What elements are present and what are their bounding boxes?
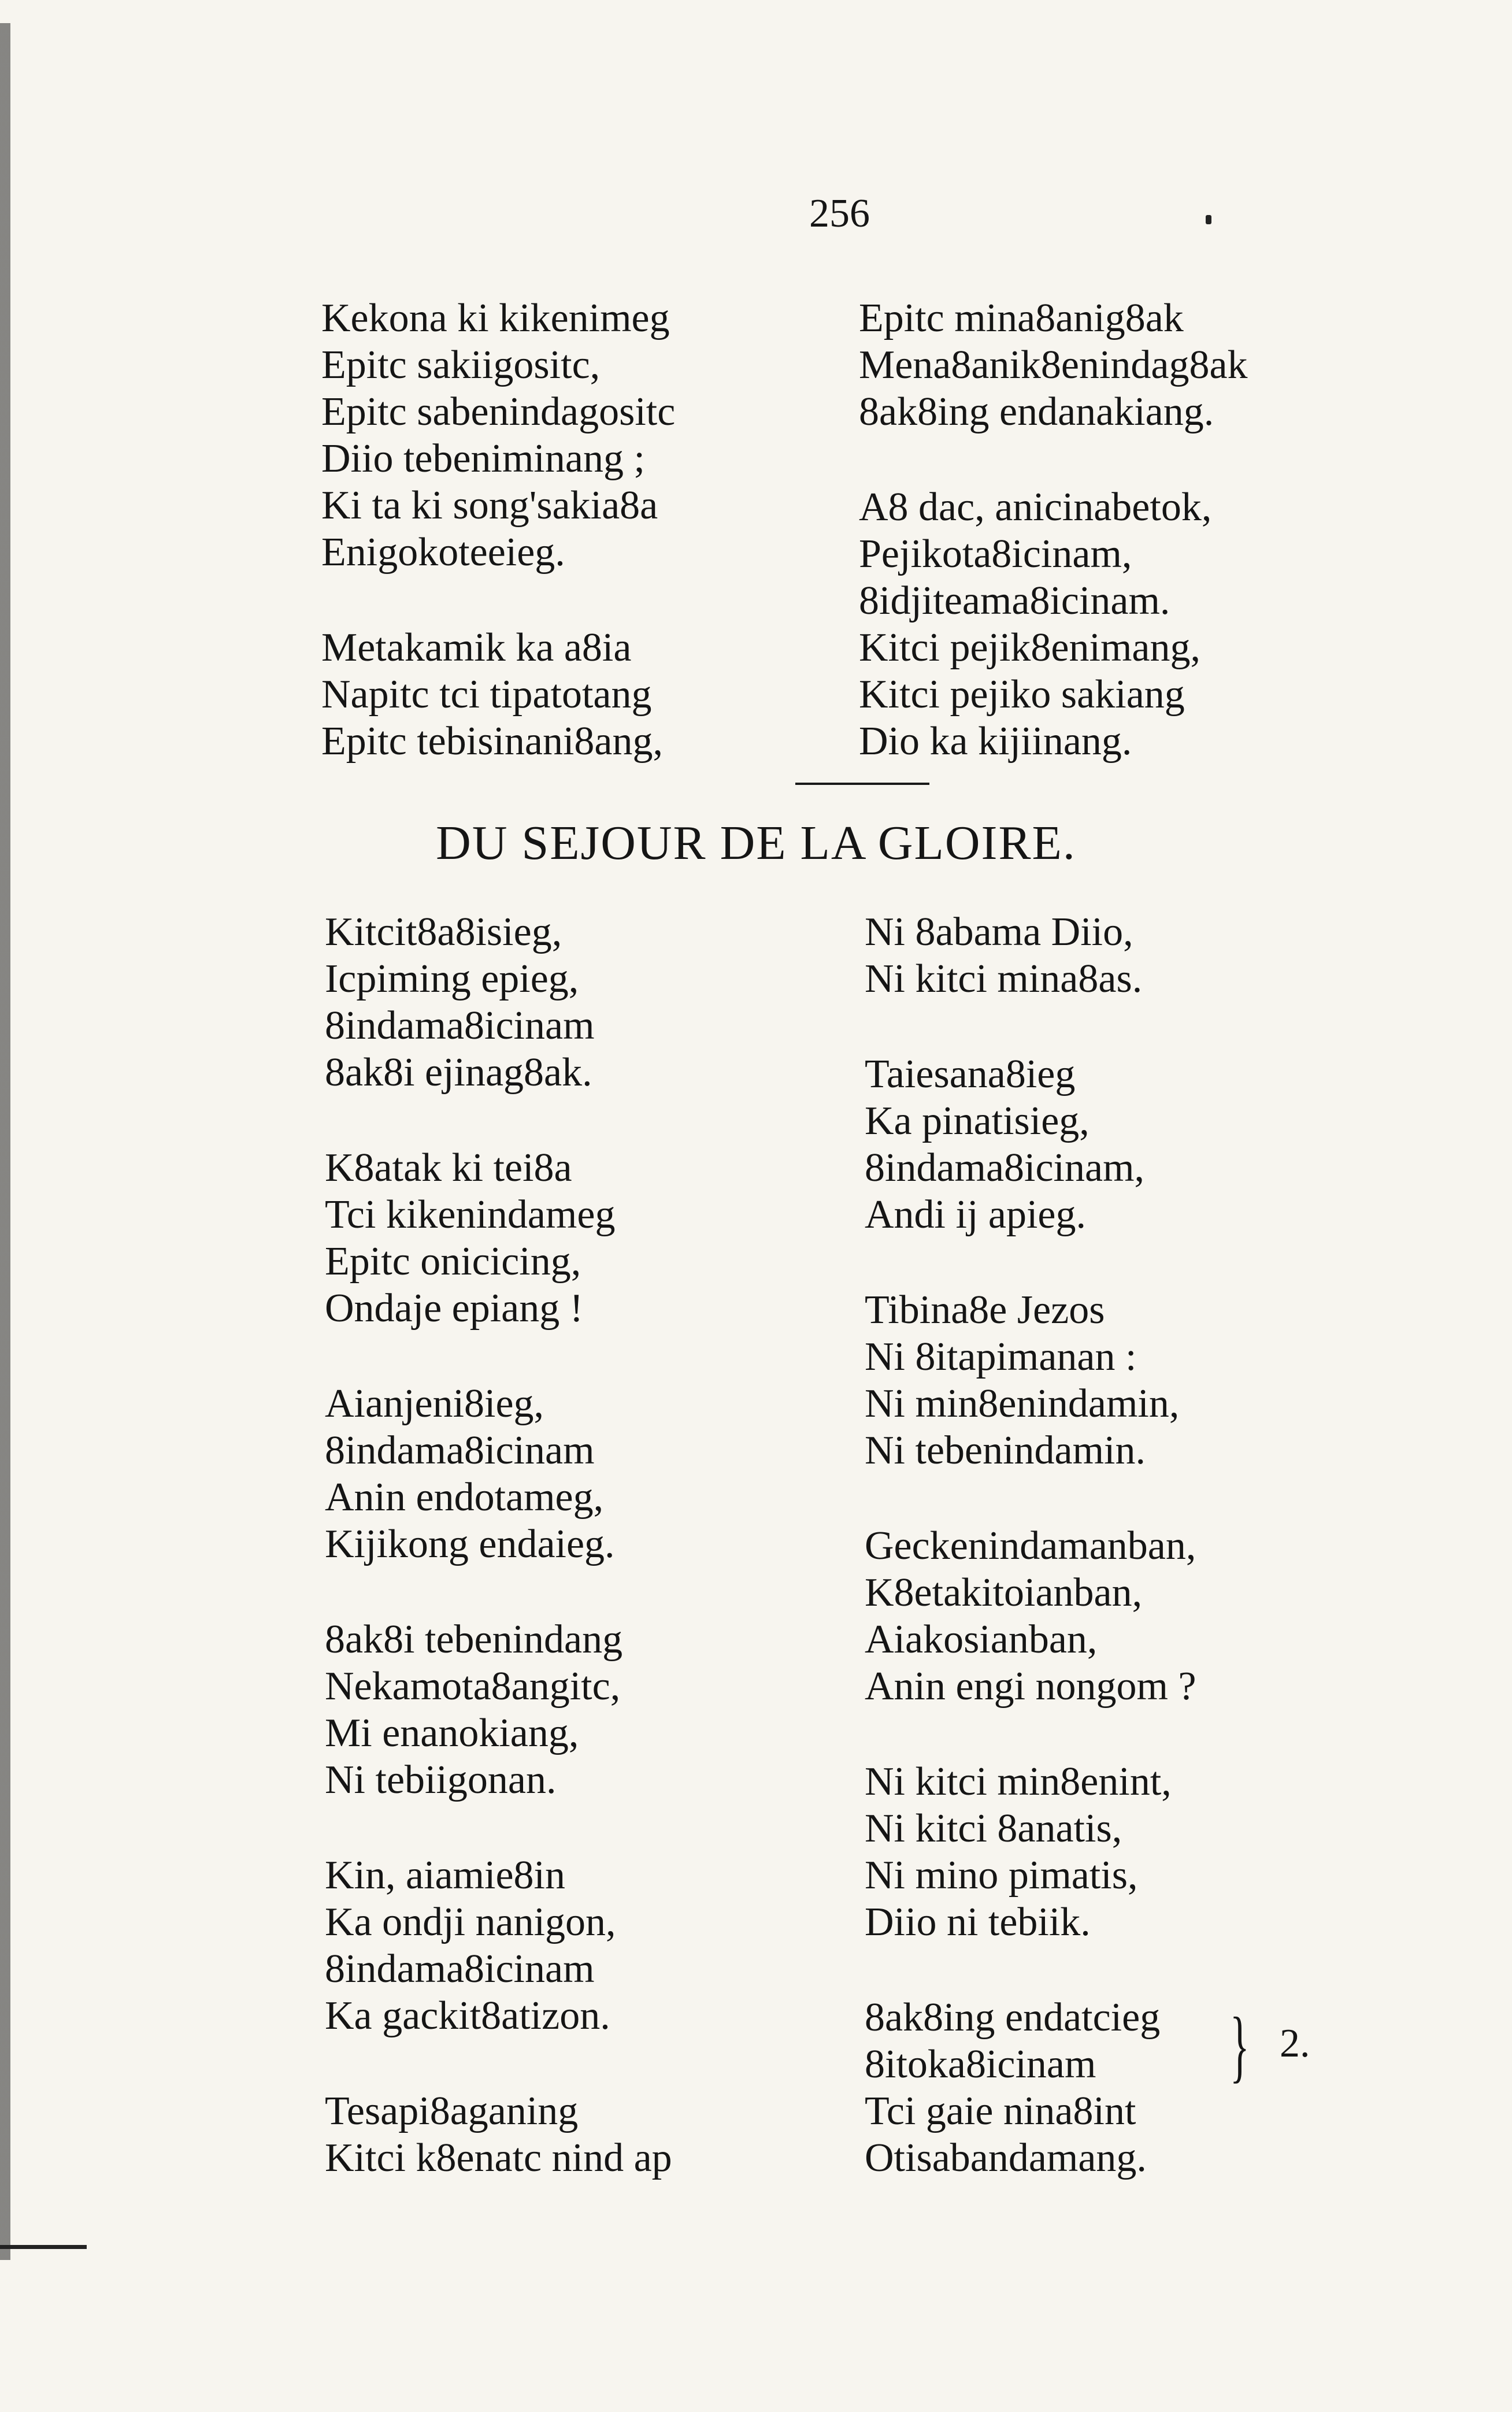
page-number: 256: [809, 191, 870, 236]
stanza: [325, 1616, 672, 1803]
stanza: [325, 1144, 672, 1332]
verse-line: Geckenindamanban,: [865, 1524, 1196, 1568]
verse-line: Epitc onicicing,: [325, 1239, 581, 1284]
verse-line: Ni tebenindamin.: [865, 1428, 1146, 1473]
verse-line: Ni mino pimatis,: [865, 1853, 1138, 1898]
verse-line: Epitc sabenindagositc: [321, 390, 676, 434]
bottom-right-column: [865, 909, 1196, 2181]
stanza: [865, 1287, 1196, 1474]
verse-line: Kijikong endaieg.: [325, 1522, 615, 1566]
section-divider: [795, 783, 929, 785]
verse-line: Icpiming epieg,: [325, 957, 579, 1001]
stanza: [865, 909, 1196, 1002]
verse-line: Anin endotameg,: [325, 1475, 604, 1520]
verse-line: Mena8anik8enindag8ak: [859, 343, 1248, 387]
verse-line: Tci gaie nina8int: [865, 2089, 1136, 2133]
verse-line: Ni kitci min8enint,: [865, 1759, 1172, 1804]
verse-line: Ni 8abama Diio,: [865, 910, 1133, 954]
verse-line: Metakamik ka a8ia: [321, 625, 632, 670]
verse-line: Ki ta ki song'sakia8a: [321, 483, 658, 528]
verse-line: Tci kikenindameg: [325, 1192, 616, 1237]
stanza: [325, 909, 672, 1096]
stanza: [325, 2088, 672, 2181]
verse-line: Ni kitci mina8as.: [865, 957, 1143, 1001]
verse-line: Pejikota8icinam,: [859, 532, 1132, 576]
verse-line: Dio ka kijiinang.: [859, 719, 1132, 764]
verse-line: Ka pinatisieg,: [865, 1099, 1089, 1143]
refrain-number: 2.: [1280, 2021, 1310, 2066]
stanza: [865, 1051, 1196, 1238]
verse-line: 8indama8icinam,: [865, 1146, 1145, 1190]
stanza: [321, 295, 675, 576]
binding-edge: [0, 23, 40, 2260]
stanza: [859, 295, 1248, 435]
verse-line: Aianjeni8ieg,: [325, 1381, 544, 1426]
stanza: [325, 1852, 672, 2039]
stanza: [865, 1994, 1196, 2181]
stanza: [859, 484, 1248, 765]
verse-line: Kekona ki kikenimeg: [321, 296, 670, 340]
verse-line: Kitci k8enatc nind ap: [325, 2136, 672, 2180]
top-right-column: [859, 295, 1248, 765]
verse-line: Epitc mina8anig8ak: [859, 296, 1184, 340]
verse-line: 8indama8icinam: [325, 1947, 595, 1991]
verse-line: 8indama8icinam: [325, 1003, 595, 1048]
verse-line: Epitc sakiigositc,: [321, 343, 601, 387]
verse-line: Otisabandamang.: [865, 2136, 1147, 2180]
verse-line: Kitci pejik8enimang,: [859, 625, 1200, 670]
stanza: [321, 624, 675, 765]
verse-line: Ni tebiigonan.: [325, 1758, 557, 1802]
verse-line: Napitc tci tipatotang: [321, 672, 652, 717]
verse-line: Epitc tebisinani8ang,: [321, 719, 663, 764]
refrain-brace: }: [1230, 2001, 1250, 2091]
verse-line: Nekamota8angitc,: [325, 1664, 621, 1709]
verse-line: Diio ni tebiik.: [865, 1900, 1091, 1944]
verse-line: 8itoka8icinam: [865, 2042, 1096, 2087]
verse-line: Taiesana8ieg: [865, 1052, 1076, 1096]
verse-line: Anin engi nongom ?: [865, 1664, 1196, 1709]
section-heading: DU SEJOUR DE LA GLOIRE.: [436, 816, 1076, 870]
verse-line: Mi enanokiang,: [325, 1711, 579, 1755]
verse-line: Aiakosianban,: [865, 1617, 1098, 1662]
verse-line: 8ak8i ejinag8ak.: [325, 1050, 592, 1095]
verse-line: K8etakitoianban,: [865, 1570, 1143, 1615]
verse-line: K8atak ki tei8a: [325, 1146, 572, 1190]
verse-line: 8idjiteama8icinam.: [859, 579, 1170, 623]
verse-line: 8ak8ing endanakiang.: [859, 390, 1214, 434]
verse-line: Enigokoteeieg.: [321, 530, 565, 575]
ink-mark: [1206, 215, 1211, 224]
verse-line: Kitci pejiko sakiang: [859, 672, 1185, 717]
stanza: [325, 1380, 672, 1568]
verse-line: Ka ondji nanigon,: [325, 1900, 616, 1944]
stanza: [865, 1758, 1196, 1946]
verse-line: Ni kitci 8anatis,: [865, 1806, 1122, 1851]
verse-line: Ni min8enindamin,: [865, 1381, 1180, 1426]
verse-line: Ni 8itapimanan :: [865, 1335, 1137, 1379]
binding-edge-foot: [0, 2245, 87, 2249]
verse-line: 8ak8i tebenindang: [325, 1617, 623, 1662]
verse-line: Diio tebeniminang ;: [321, 436, 645, 481]
verse-line: Andi ij apieg.: [865, 1192, 1086, 1237]
top-left-column: [321, 295, 675, 765]
verse-line: Kitcit8a8isieg,: [325, 910, 562, 954]
bottom-left-column: [325, 909, 672, 2181]
verse-line: 8indama8icinam: [325, 1428, 595, 1473]
verse-line: Tibina8e Jezos: [865, 1288, 1105, 1332]
verse-line: A8 dac, anicinabetok,: [859, 485, 1212, 529]
verse-line: Ka gackit8atizon.: [325, 1994, 610, 2038]
verse-line: 8ak8ing endatcieg: [865, 1995, 1161, 2040]
verse-line: Kin, aiamie8in: [325, 1853, 566, 1898]
verse-line: Ondaje epiang !: [325, 1286, 584, 1331]
stanza: [865, 1522, 1196, 1710]
verse-line: Tesapi8aganing: [325, 2089, 579, 2133]
